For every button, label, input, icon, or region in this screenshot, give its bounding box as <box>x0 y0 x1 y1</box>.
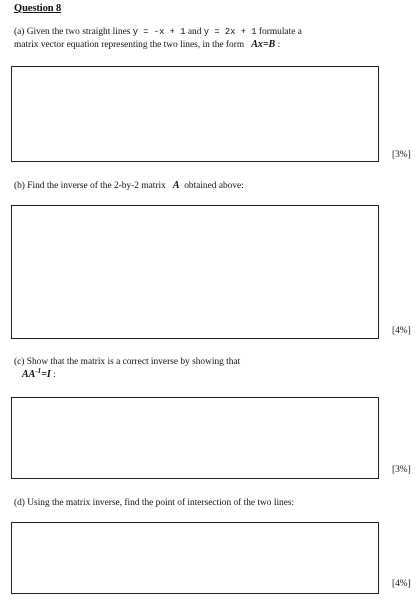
part-d-marks: [4%] <box>392 579 411 589</box>
part-a-marks: [3%] <box>392 150 411 160</box>
part-a-prompt-line2 <box>14 39 280 51</box>
part-c-text: Show that the matrix is a correct inverse by showing that <box>26 357 241 367</box>
part-c-formula-a: AA <box>22 369 36 380</box>
part-a-colon: : <box>277 40 281 50</box>
part-b-matrix-symbol: A <box>172 180 180 191</box>
part-b-label: (b) <box>14 181 25 191</box>
part-a-text-pre: Given the two straight lines <box>26 27 131 37</box>
part-d-prompt <box>14 497 294 509</box>
part-b-text-post: obtained above: <box>184 181 244 191</box>
part-c-label: (c) <box>14 357 25 367</box>
part-c-formula-b: =I <box>41 369 51 380</box>
part-d-text: Using the matrix inverse, find the point of intersection of the two lines: <box>27 498 295 508</box>
part-c-prompt-line2 <box>22 369 56 381</box>
part-b-marks: [4%] <box>392 326 411 336</box>
part-b-answer-box[interactable] <box>11 205 379 339</box>
part-c-formula <box>22 369 51 380</box>
part-a-text-line2: matrix vector equation representing the two lines, in the form <box>14 40 245 50</box>
part-a-answer-box[interactable] <box>11 66 379 162</box>
part-c-colon: : <box>53 370 56 380</box>
part-a-formula: Ax=B <box>251 39 276 50</box>
part-a-equation-2: y = 2x + 1 <box>203 27 257 37</box>
part-c-marks: [3%] <box>392 465 411 475</box>
part-c-prompt-line1 <box>14 356 240 368</box>
part-a-label: (a) <box>14 27 25 37</box>
part-a-equation-1: y = -x + 1 <box>132 27 186 37</box>
part-d-label: (d) <box>14 498 25 508</box>
part-d-answer-box[interactable] <box>11 522 379 594</box>
part-c-answer-box[interactable] <box>11 397 379 479</box>
part-a-text-post: formulate a <box>258 27 302 37</box>
part-b-text-pre: Find the inverse of the 2-by-2 matrix <box>27 181 166 191</box>
part-b-prompt <box>14 180 244 192</box>
part-a-and: and <box>187 27 202 37</box>
part-c-formula-superscript: -1 <box>35 367 42 375</box>
question-title: Question 8 <box>14 3 62 14</box>
part-a-prompt-line1 <box>14 26 302 38</box>
